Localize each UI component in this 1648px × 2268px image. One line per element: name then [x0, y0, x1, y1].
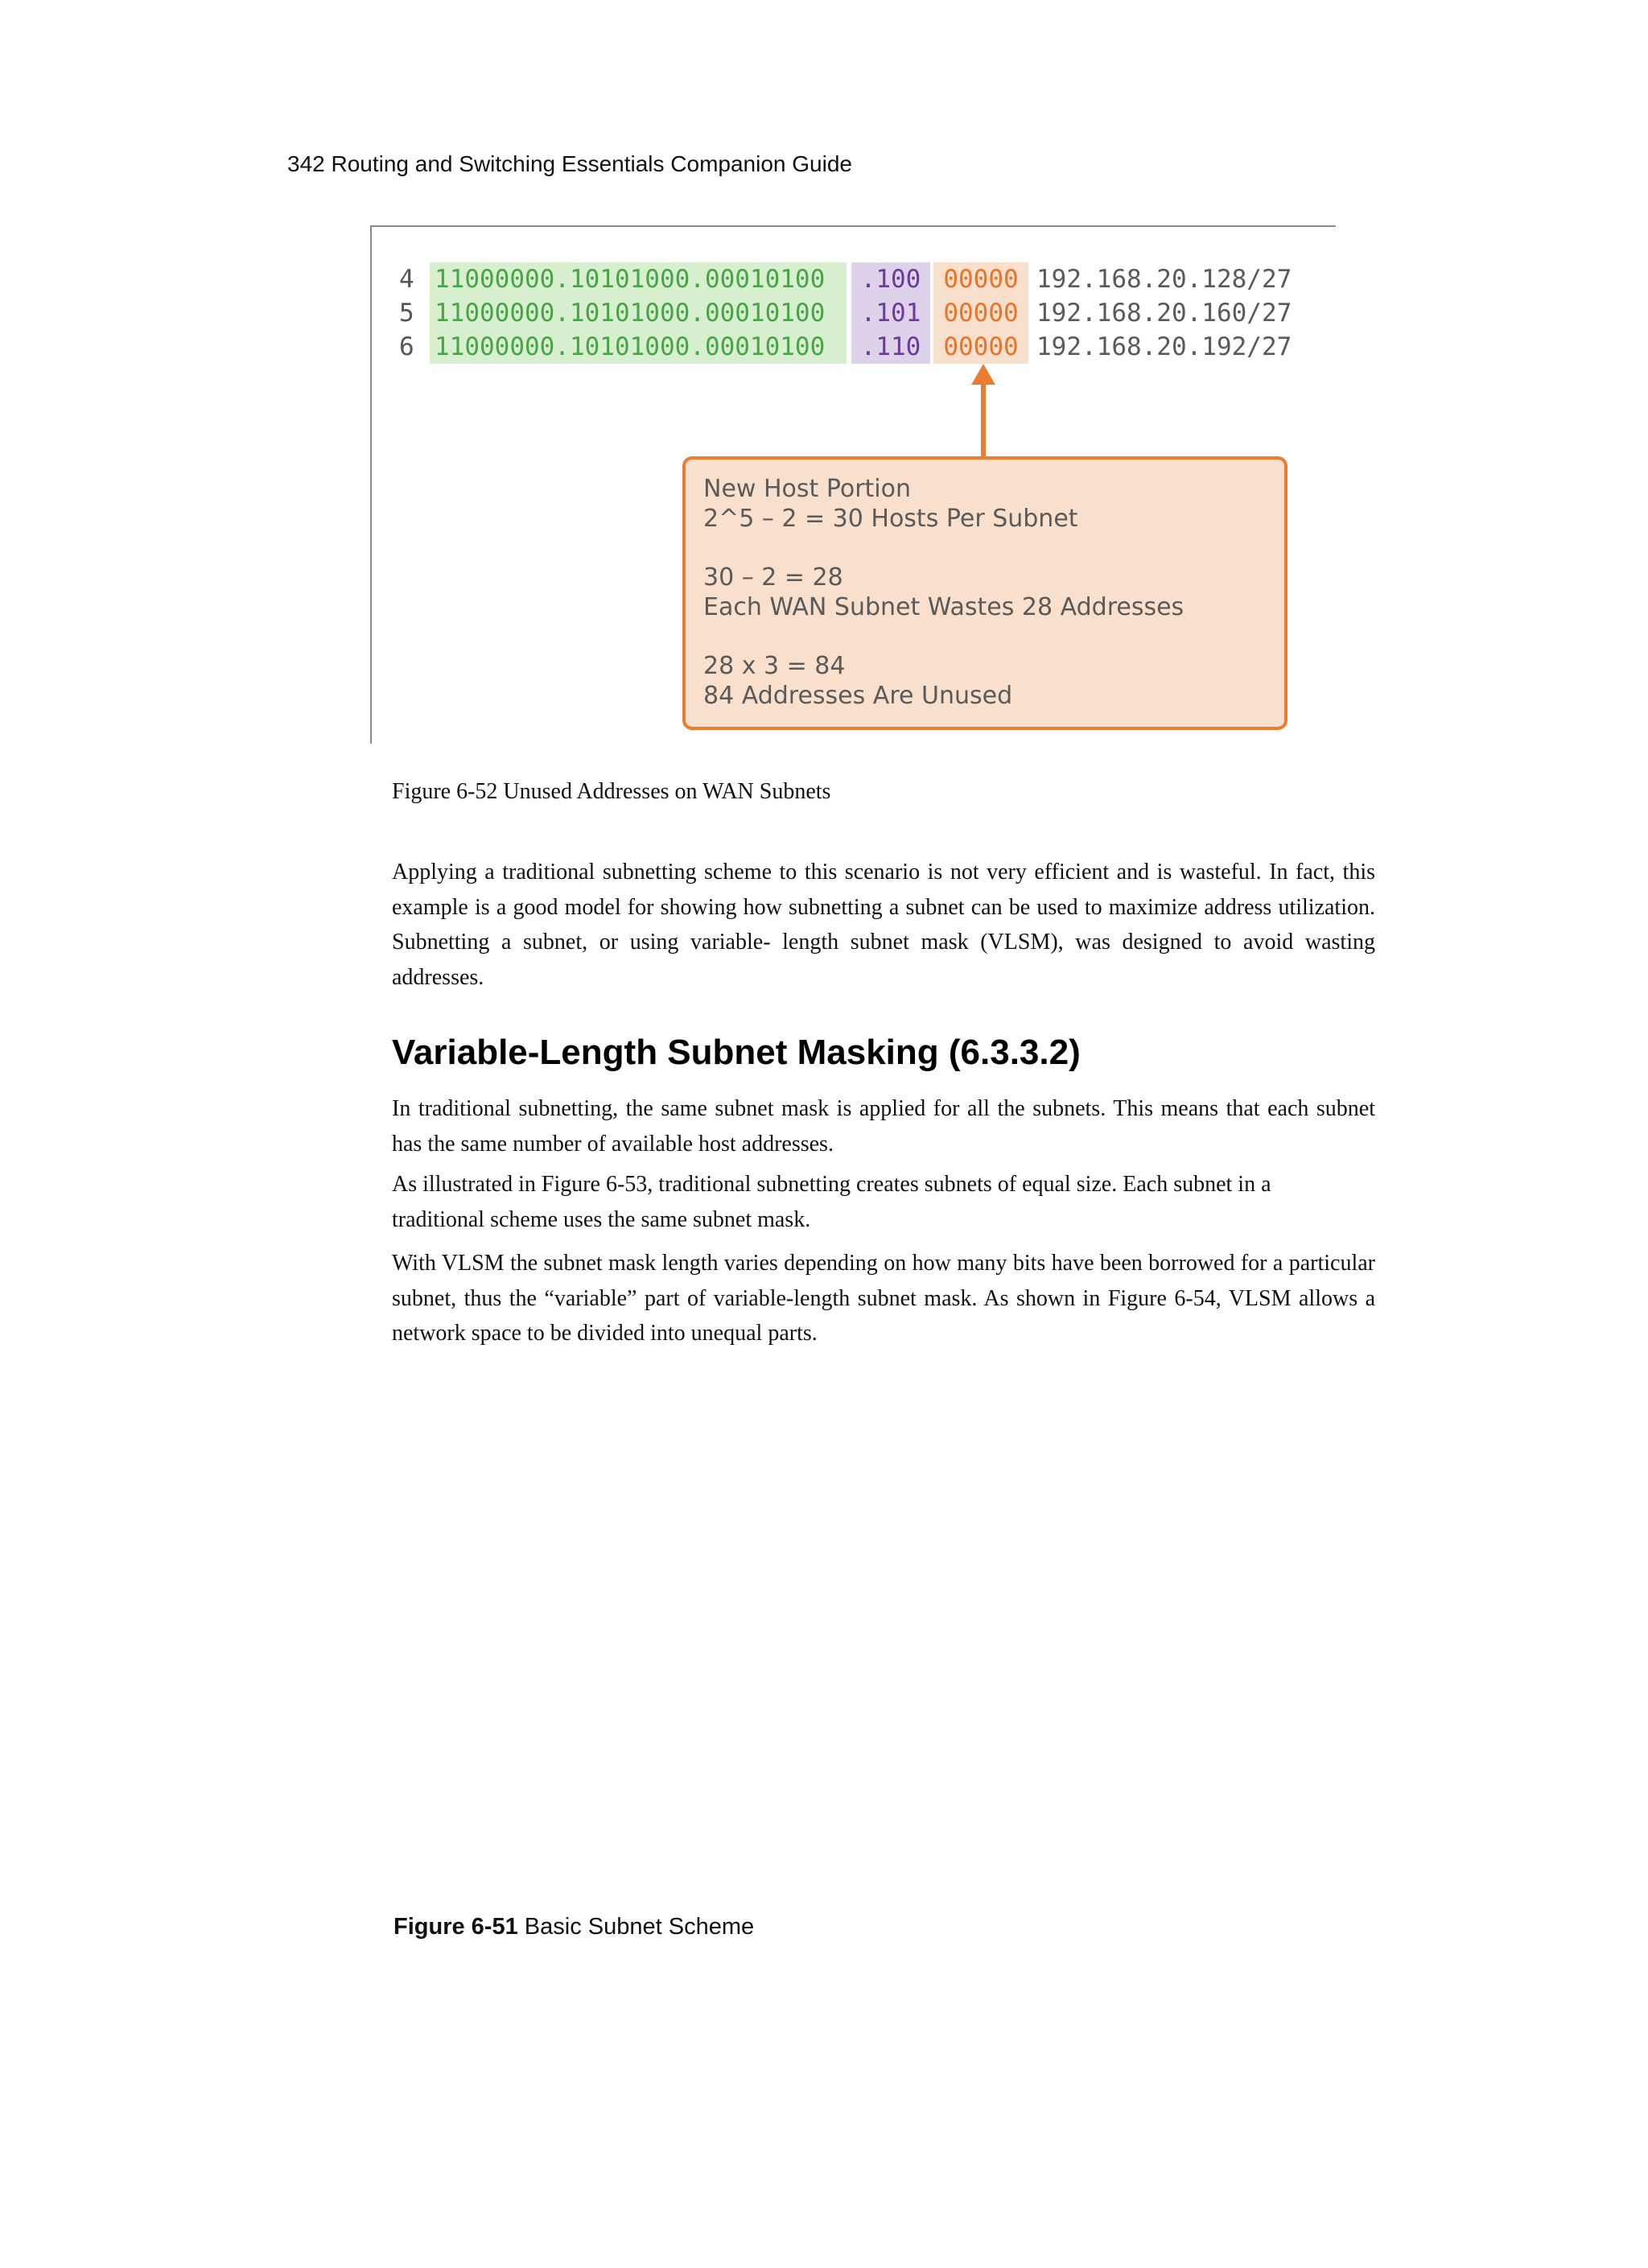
figure-6-52: [370, 225, 1336, 744]
callout-line: New Host Portion: [703, 475, 911, 503]
callout-line: 84 Addresses Are Unused: [703, 682, 1013, 710]
section-heading: Variable-Length Subnet Masking (6.3.3.2): [392, 1033, 1081, 1072]
host-portion-callout: [682, 456, 1288, 730]
host-bits: 00000: [933, 330, 1028, 364]
host-bits: 00000: [933, 296, 1028, 330]
host-bits: 00000: [933, 262, 1028, 296]
callout-line: 28 x 3 = 84: [703, 652, 846, 680]
subnet-row: [399, 296, 1292, 330]
row-number: 6: [399, 332, 414, 361]
body-paragraph: With VLSM the subnet mask length varies depending on how many bits have been borrowed for a particular subnet, thus the “variable” part of variable-length subnet mask. As shown in Figure 6-54, VLSM allows a network space to be divided into unequal parts.: [392, 1251, 1375, 1346]
callout-line: 30 – 2 = 28: [703, 563, 843, 592]
page-header: 342 Routing and Switching Essentials Companion Guide: [287, 151, 852, 176]
body-paragraph: Applying a traditional subnetting scheme to this scenario is not very efficient and is wasteful. In fact, this example is a good model for showing how subnetting a subnet can be used to maximize address utilization. Subnetting a subnet, or using variable- length subnet mask (VLSM), was designed to avoid wasting addresses.: [392, 860, 1375, 990]
subnet-row: [399, 262, 1292, 296]
figure-caption: [393, 1914, 754, 1940]
subnet-bits: .100: [851, 262, 930, 296]
body-paragraph: As illustrated in Figure 6-53, traditional subnetting creates subnets of equal size. Each subnet in a traditional scheme uses the same subnet mask.: [392, 1172, 1271, 1232]
subnet-row: [399, 330, 1292, 364]
subnet-table: [399, 262, 1292, 364]
body-paragraph: In traditional subnetting, the same subnet mask is applied for all the subnets. This means that each subnet has the same number of available host addresses.: [392, 1096, 1375, 1157]
callout-line: 2^5 – 2 = 30 Hosts Per Subnet: [703, 505, 1078, 533]
figure-caption: Figure 6-52 Unused Addresses on WAN Subnets: [392, 779, 831, 804]
row-number: 4: [399, 265, 414, 294]
callout-line: Each WAN Subnet Wastes 28 Addresses: [703, 593, 1184, 621]
subnet-bits: .101: [851, 296, 930, 330]
figure-label: Figure 6-51: [393, 1914, 518, 1940]
subnet-address: 192.168.20.160/27: [1036, 299, 1292, 328]
row-number: 5: [399, 299, 414, 328]
arrow-shaft: [981, 378, 986, 464]
network-bits: 11000000.10101000.00010100: [430, 330, 847, 364]
figure-title: Basic Subnet Scheme: [524, 1914, 755, 1940]
network-bits: 11000000.10101000.00010100: [430, 296, 847, 330]
subnet-address: 192.168.20.192/27: [1036, 332, 1292, 361]
subnet-bits: .110: [851, 330, 930, 364]
subnet-address: 192.168.20.128/27: [1036, 265, 1292, 294]
network-bits: 11000000.10101000.00010100: [430, 262, 847, 296]
